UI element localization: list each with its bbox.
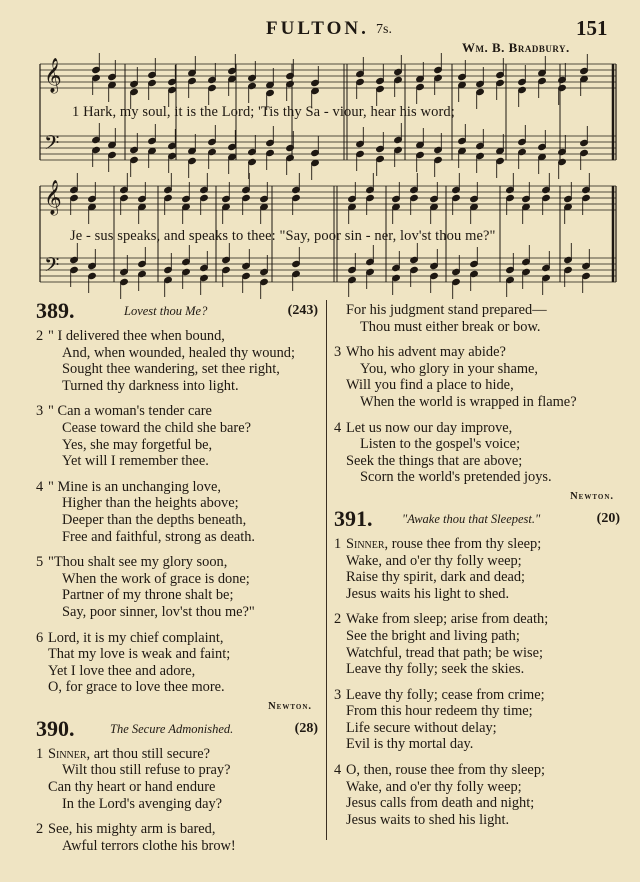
verse-line: Wake, and o'er thy folly weep; [346, 778, 522, 795]
verse-line: Leave thy folly; cease from crime; [346, 686, 545, 703]
verse-line: See the bright and living path; [346, 627, 520, 644]
stanza-number: 2 [36, 821, 44, 838]
bass-clef-icon: 𝄢 [44, 253, 60, 281]
verse-line: Deeper than the depths beneath, [62, 511, 247, 528]
stanza [334, 762, 622, 828]
verse-line: Thou must either break or bow. [360, 318, 541, 335]
verse-line: Yes, she may forgetful be, [62, 436, 213, 453]
stanza [334, 536, 622, 602]
verse-line: Seek the things that are above; [346, 452, 523, 469]
verse-line: Lord, it is my chief complaint, [48, 629, 224, 646]
verse-line: Wake, and o'er thy folly weep; [346, 552, 522, 569]
verse-line: Jesus waits his light to shed. [346, 585, 510, 602]
author-attribution: Newton. [570, 490, 614, 502]
bass-clef-icon: 𝄢 [44, 131, 60, 159]
stanza-number: 4 [36, 478, 44, 495]
verse-line: Wake from sleep; arise from death; [346, 611, 549, 628]
verse-line: Listen to the gospel's voice; [360, 436, 521, 453]
verse-line: Sought thee wandering, set thee right, [62, 361, 280, 378]
verse-line: Yet I love thee and adore, [48, 662, 196, 679]
stanza-number: 4 [334, 419, 342, 436]
verse-line: When the work of grace is done; [62, 570, 250, 587]
hymn-number: 391. [334, 505, 373, 531]
hymn-390-header [36, 715, 320, 744]
stanza-number: 2 [36, 328, 44, 344]
meter: 7s. [376, 22, 392, 37]
verse-line: Evil is thy mortal day. [346, 736, 474, 753]
verse-line: Will you find a place to hide, [346, 377, 514, 394]
stanza [36, 479, 320, 545]
hymn-389-header [36, 300, 320, 326]
treble-clef-icon: 𝄞 [44, 180, 62, 215]
stanza-continued [334, 302, 622, 335]
verse-line: " Can a woman's tender care [48, 403, 212, 420]
stanza [36, 403, 320, 469]
verse-line: Who his advent may abide? [346, 344, 506, 361]
verse-line: Say, poor sinner, lov'st thou me?" [62, 603, 255, 620]
hymn-reference: (243) [287, 303, 318, 318]
hymn-number: 390. [36, 715, 75, 741]
stanza-number: 5 [36, 554, 44, 571]
stanza [334, 420, 622, 486]
verse-line: Partner of my throne shalt be; [62, 587, 234, 604]
verse-line: " Mine is an unchanging love, [48, 478, 221, 495]
page-number: 151 [576, 16, 608, 40]
verse-line: Leave thy folly; seek the skies. [346, 661, 525, 678]
stanza [36, 821, 320, 854]
verse-line: art thou still secure? [90, 745, 211, 762]
stanza-number: 1 [36, 745, 44, 762]
author-attribution: Newton. [268, 700, 312, 712]
lyrics-line-2: Je - sus speaks, and speaks to thee: "Say, poor sin - ner, lov'st thou me?" [70, 228, 496, 244]
stanza-number: 3 [36, 403, 44, 420]
verse-line: Turned thy darkness into light. [62, 377, 239, 394]
hymn-subtitle: "Awake thou that Sleepest." [402, 511, 541, 526]
right-column [334, 300, 622, 837]
verse-line: Free and faithful, strong as death. [62, 528, 256, 545]
stanza [334, 611, 622, 677]
verse-line: When the world is wrapped in flame? [360, 393, 577, 410]
verse-line: Jesus waits to shed his light. [346, 811, 510, 828]
stanza-number: 3 [334, 686, 342, 703]
verse-line: Can thy heart or hand endure [48, 779, 216, 796]
verse-line: Life secure without delay; [346, 719, 497, 736]
verse-line: In the Lord's avenging day? [62, 795, 223, 812]
hymn-reference: (28) [294, 720, 318, 736]
stanza [36, 328, 320, 394]
stanza [334, 687, 622, 753]
hymn-subtitle: The Secure Admonished. [110, 721, 234, 736]
verse-line: Jesus calls from death and night; [346, 795, 535, 812]
stanza-number: 1 [334, 535, 342, 552]
first-word: Sinner, [48, 745, 91, 762]
verse-line: Wilt thou still refuse to pray? [62, 762, 231, 779]
verse-line: O, then, rouse thee from thy sleep; [346, 762, 546, 779]
stanza [36, 746, 320, 812]
verse-line: And, when wounded, healed thy wound; [62, 344, 296, 361]
verse-line: Yet will I remember thee. [62, 453, 209, 470]
verse-line: For his judgment stand prepared— [346, 302, 547, 318]
verse-line: O, for grace to love thee more. [48, 679, 225, 696]
stanza-number: 4 [334, 762, 342, 779]
stanza-number: 6 [36, 629, 44, 646]
verse-line: Watchful, tread that path; be wise; [346, 644, 544, 661]
verse-line: rouse thee from thy sleep; [388, 535, 542, 552]
treble-clef-icon: 𝄞 [44, 58, 62, 93]
first-word: Sinner, [346, 535, 389, 552]
stanza [334, 344, 622, 410]
verse-line: That my love is weak and faint; [48, 646, 231, 663]
music-score [0, 0, 640, 300]
hymn-subtitle: Lovest thou Me? [124, 304, 208, 318]
stanza [36, 630, 320, 696]
verse-line: Cease toward the child she bare? [62, 419, 251, 436]
column-divider [326, 300, 327, 840]
lyrics-line-1: 1 Hark, my soul, it is the Lord; 'Tis thy Sa - viour, hear his word; [72, 104, 455, 120]
hymn-391-header [334, 505, 622, 534]
hymn-reference: (20) [596, 510, 620, 526]
verse-line: You, who glory in your shame, [360, 360, 539, 377]
verse-line: Let us now our day improve, [346, 419, 513, 436]
verse-line: Awful terrors clothe his brow! [62, 837, 236, 854]
composer: Wm. B. Bradbury. [462, 40, 570, 55]
verse-line: See, his mighty arm is bared, [48, 821, 216, 838]
verse-line: Raise thy spirit, dark and dead; [346, 569, 526, 586]
left-column [36, 300, 320, 863]
hymn-number: 389. [36, 298, 75, 323]
tune-name: FULTON. [266, 18, 369, 39]
verse-line: From this hour redeem thy time; [346, 703, 533, 720]
verse-line: Scorn the world's pretended joys. [360, 469, 552, 486]
verse-line: " I delivered thee when bound, [48, 328, 225, 344]
stanza [36, 554, 320, 620]
verse-line: "Thou shalt see my glory soon, [48, 554, 228, 571]
verse-line: Higher than the heights above; [62, 495, 239, 512]
stanza-number: 2 [334, 611, 342, 628]
stanza-number: 3 [334, 344, 342, 361]
